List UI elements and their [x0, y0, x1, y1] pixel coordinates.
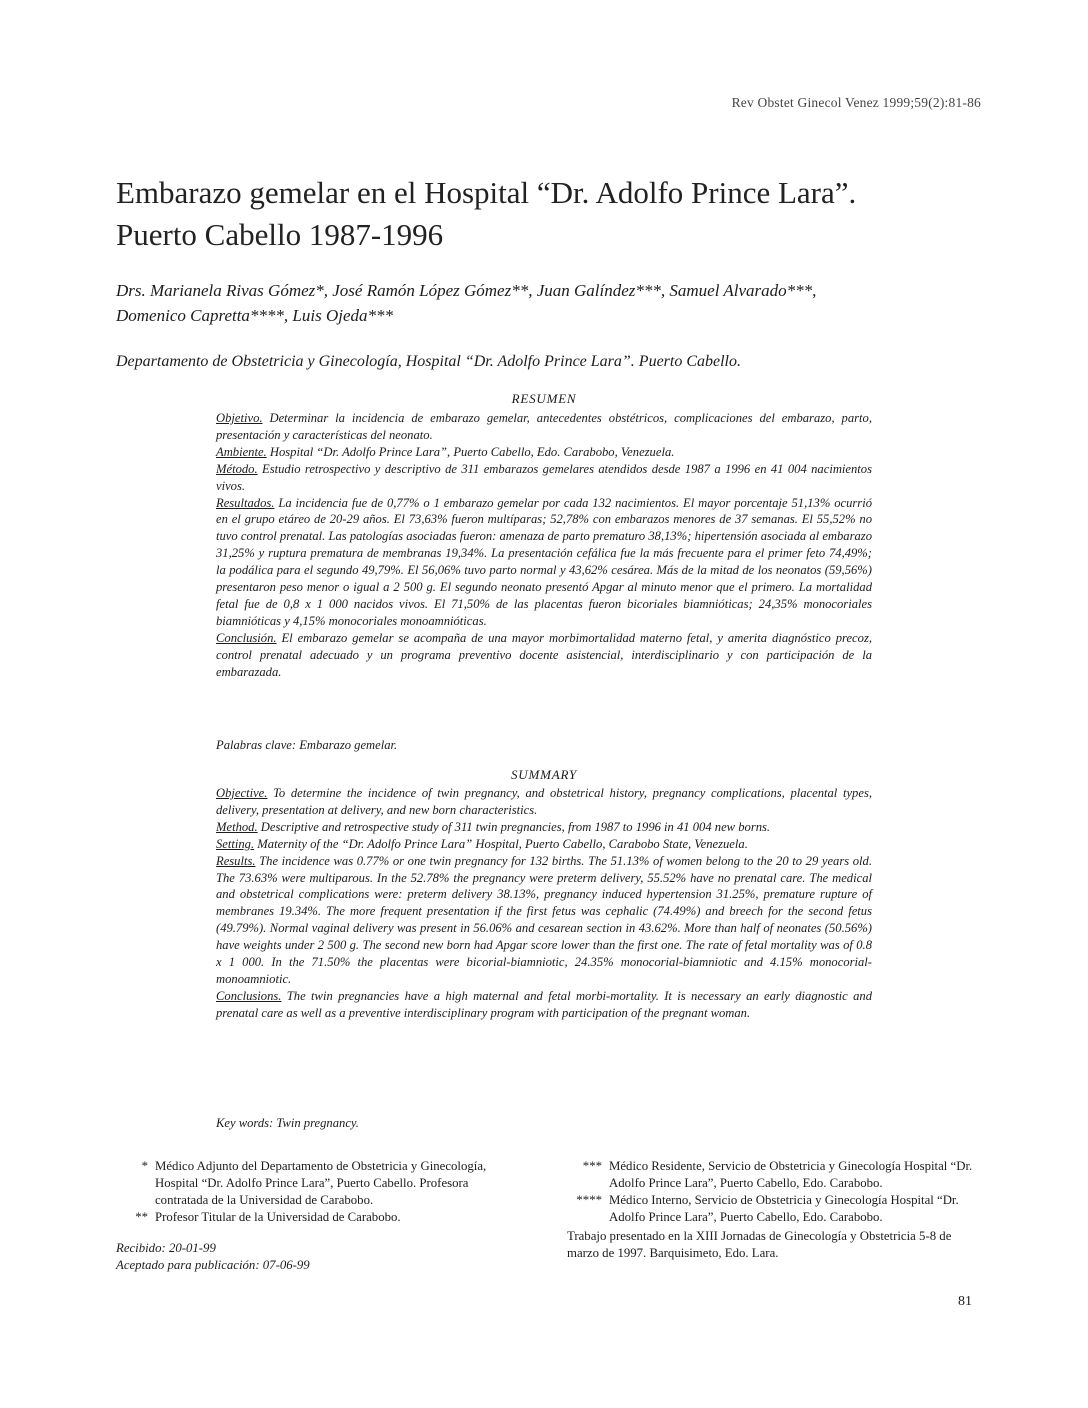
summary-results	[216, 853, 872, 988]
authors-line-1: Drs. Marianela Rivas Gómez*, José Ramón López Gómez**, Juan Galíndez***, Samuel Alvarado***,	[116, 281, 817, 300]
objective-label: Objective.	[216, 786, 268, 800]
resumen-conclusion	[216, 630, 872, 681]
metodo-text: Estudio retrospectivo y descriptivo de 311 embarazos gemelares atendidos desde 1987 a 1996 en 41 004 nacimientos vivos.	[216, 461, 872, 493]
resultados-text: La incidencia fue de 0,77% o 1 embarazo gemelar por cada 132 nacimientos. El mayor porcentaje 51,13% ocurrió en el grupo etáreo de 20-29 años. El 73,63% fueron multíparas; 52,78% con embarazos menores de 37 semanas. El 55,52% no tuvo control prenatal. Las patologías asociadas fueron: amenaza de parto prematuro 38,13%; hipertensión asociada al embarazo 31,25% y ruptura prematura de membranas 19,34%. La presentación cefálica fue la más frecuente para el primer feto 74,49%; la podálica para el segundo 49,79%. El 56,06% tuvo parto normal y 43,62% cesárea. Más de la mitad de los neonatos (59,56%) presentaron peso menor o igual a 2 500 g. El segundo neonato presentó Apgar al minuto menor que el primero. La mortalidad fetal fue de 0,8 x 1 000 nacidos vivos. El 71,50% de las placentas fueron bicoriales biamnióticas; 24,35% monocoriales biamnióticas y 4,15% monocoriales monoamnióticas.	[216, 495, 872, 628]
method-text: Descriptive and retrospective study of 311 twin pregnancies, from 1987 to 1996 in 41 004 new borns.	[257, 819, 771, 834]
palabras-clave: Palabras clave: Embarazo gemelar.	[216, 738, 398, 752]
title-line-1: Embarazo gemelar en el Hospital “Dr. Adolfo Prince Lara”.	[116, 175, 857, 210]
accepted-date: Aceptado para publicación: 07-06-99	[116, 1258, 310, 1272]
setting-text: Maternity of the “Dr. Adolfo Prince Lara” Hospital, Puerto Cabello, Carabobo State, Venezuela.	[254, 836, 748, 851]
footnote-3-text: Médico Residente, Servicio de Obstetricia y Ginecología Hospital “Dr. Adolfo Prince Lara”, Puerto Cabello, Edo. Carabobo.	[609, 1159, 973, 1190]
method-label: Method.	[216, 819, 258, 834]
author-list	[116, 278, 976, 328]
setting-label: Setting.	[216, 836, 255, 851]
footnote-4	[567, 1192, 977, 1226]
objetivo-label: Objetivo.	[216, 411, 263, 425]
summary-abstract	[216, 785, 872, 1022]
footnote-3-mark: ***	[582, 1159, 602, 1173]
article-title	[116, 172, 976, 256]
presentation-note: Trabajo presentado en la XIII Jornadas de Ginecología y Obstetricia 5-8 de marzo de 1997. Barquisimeto, Edo. Lara.	[567, 1229, 952, 1260]
received-date: Recibido: 20-01-99	[116, 1241, 216, 1255]
summary-objective	[216, 785, 872, 819]
conclusion-text: El embarazo gemelar se acompaña de una mayor morbimortalidad materno fetal, y amerita diagnóstico precoz, control prenatal adecuado y un programa preventivo docente asistencial, interdisciplinario y con participación de la embarazada.	[216, 630, 872, 679]
footnote-1	[120, 1158, 520, 1209]
page-number: 81	[958, 1294, 972, 1309]
conclusions-label: Conclusions.	[216, 988, 282, 1003]
key-words: Key words: Twin pregnancy.	[216, 1116, 359, 1130]
footnote-3	[567, 1158, 977, 1192]
resultados-label: Resultados.	[216, 495, 275, 510]
submission-dates	[116, 1240, 310, 1274]
footnote-1-mark: *	[141, 1159, 148, 1173]
resumen-objetivo	[216, 410, 872, 444]
resumen-ambiente	[216, 444, 872, 461]
results-text: The incidence was 0.77% or one twin pregnancy for 132 births. The 51.13% of women belong to the 20 to 29 years old. The 73.63% were multiparous. In the 52.78% the pregnancy were preterm delivery, 55.52% have no prenatal care. The medical and obstetrical complications were: preterm delivery 38.13%, pregnancy induced hypertension 31.25%, premature rupture of membranes 19.34%. The more frequent presentation if the first fetus was cephalic (74.49%) and breech for the second fetus (49.79%). Normal vaginal delivery was present in 56.06% and cesarean section in 43.62%. More than half of neonates (50.56%) have weights under 2 500 g. The second new born had Apgar score lower than the first one. The rate of fetal mortality was of 0.8 x 1 000. In the 71.50% the placentas were bicorial-biamniotic, 24.35% monocorial-biamniotic and 4.15% monocorial-monoamniotic.	[216, 853, 872, 986]
resumen-metodo	[216, 461, 872, 495]
results-label: Results.	[216, 853, 256, 868]
footnote-2	[120, 1209, 520, 1226]
ambiente-text: Hospital “Dr. Adolfo Prince Lara”, Puerto Cabello, Edo. Carabobo, Venezuela.	[266, 444, 675, 459]
title-line-2: Puerto Cabello 1987-1996	[116, 217, 444, 252]
resumen-abstract	[216, 410, 872, 681]
summary-setting	[216, 836, 872, 853]
footnote-2-mark: **	[135, 1210, 148, 1224]
footnotes-left	[120, 1158, 520, 1226]
affiliation: Departamento de Obstetricia y Ginecología, Hospital “Dr. Adolfo Prince Lara”. Puerto Cabello.	[116, 353, 741, 370]
conclusions-text: The twin pregnancies have a high maternal and fetal morbi-mortality. It is necessary an early diagnostic and prenatal care as well as a preventive interdisciplinary program with participation of the pregnant woman.	[216, 988, 872, 1020]
footnote-4-mark: ****	[576, 1193, 602, 1207]
summary-conclusions	[216, 988, 872, 1022]
summary-method	[216, 819, 872, 836]
authors-line-2: Domenico Capretta****, Luis Ojeda***	[116, 306, 394, 325]
objective-text: To determine the incidence of twin pregnancy, and obstetrical history, pregnancy complications, placental types, delivery, presentation at delivery, and new born characteristics.	[216, 786, 872, 817]
journal-reference: Rev Obstet Ginecol Venez 1999;59(2):81-86	[731, 95, 981, 110]
footnote-4-text: Médico Interno, Servicio de Obstetricia y Ginecología Hospital “Dr. Adolfo Prince Lara”, Puerto Cabello, Edo. Carabobo.	[609, 1193, 959, 1224]
objetivo-text: Determinar la incidencia de embarazo gemelar, antecedentes obstétricos, complicaciones del embarazo, parto, presentación y características del neonato.	[216, 411, 872, 442]
ambiente-label: Ambiente.	[216, 444, 267, 459]
summary-heading: SUMMARY	[510, 767, 578, 782]
footnotes-right	[567, 1158, 977, 1226]
conclusion-label: Conclusión.	[216, 630, 277, 645]
resumen-resultados	[216, 495, 872, 630]
resumen-heading: RESUMEN	[511, 391, 577, 406]
metodo-label: Método.	[216, 461, 258, 476]
footnote-1-text: Médico Adjunto del Departamento de Obstetricia y Ginecología, Hospital “Dr. Adolfo Prince Lara”, Puerto Cabello. Profesora contratada de la Universidad de Carabobo.	[155, 1159, 487, 1207]
footnote-2-text: Profesor Titular de la Universidad de Carabobo.	[155, 1210, 401, 1224]
